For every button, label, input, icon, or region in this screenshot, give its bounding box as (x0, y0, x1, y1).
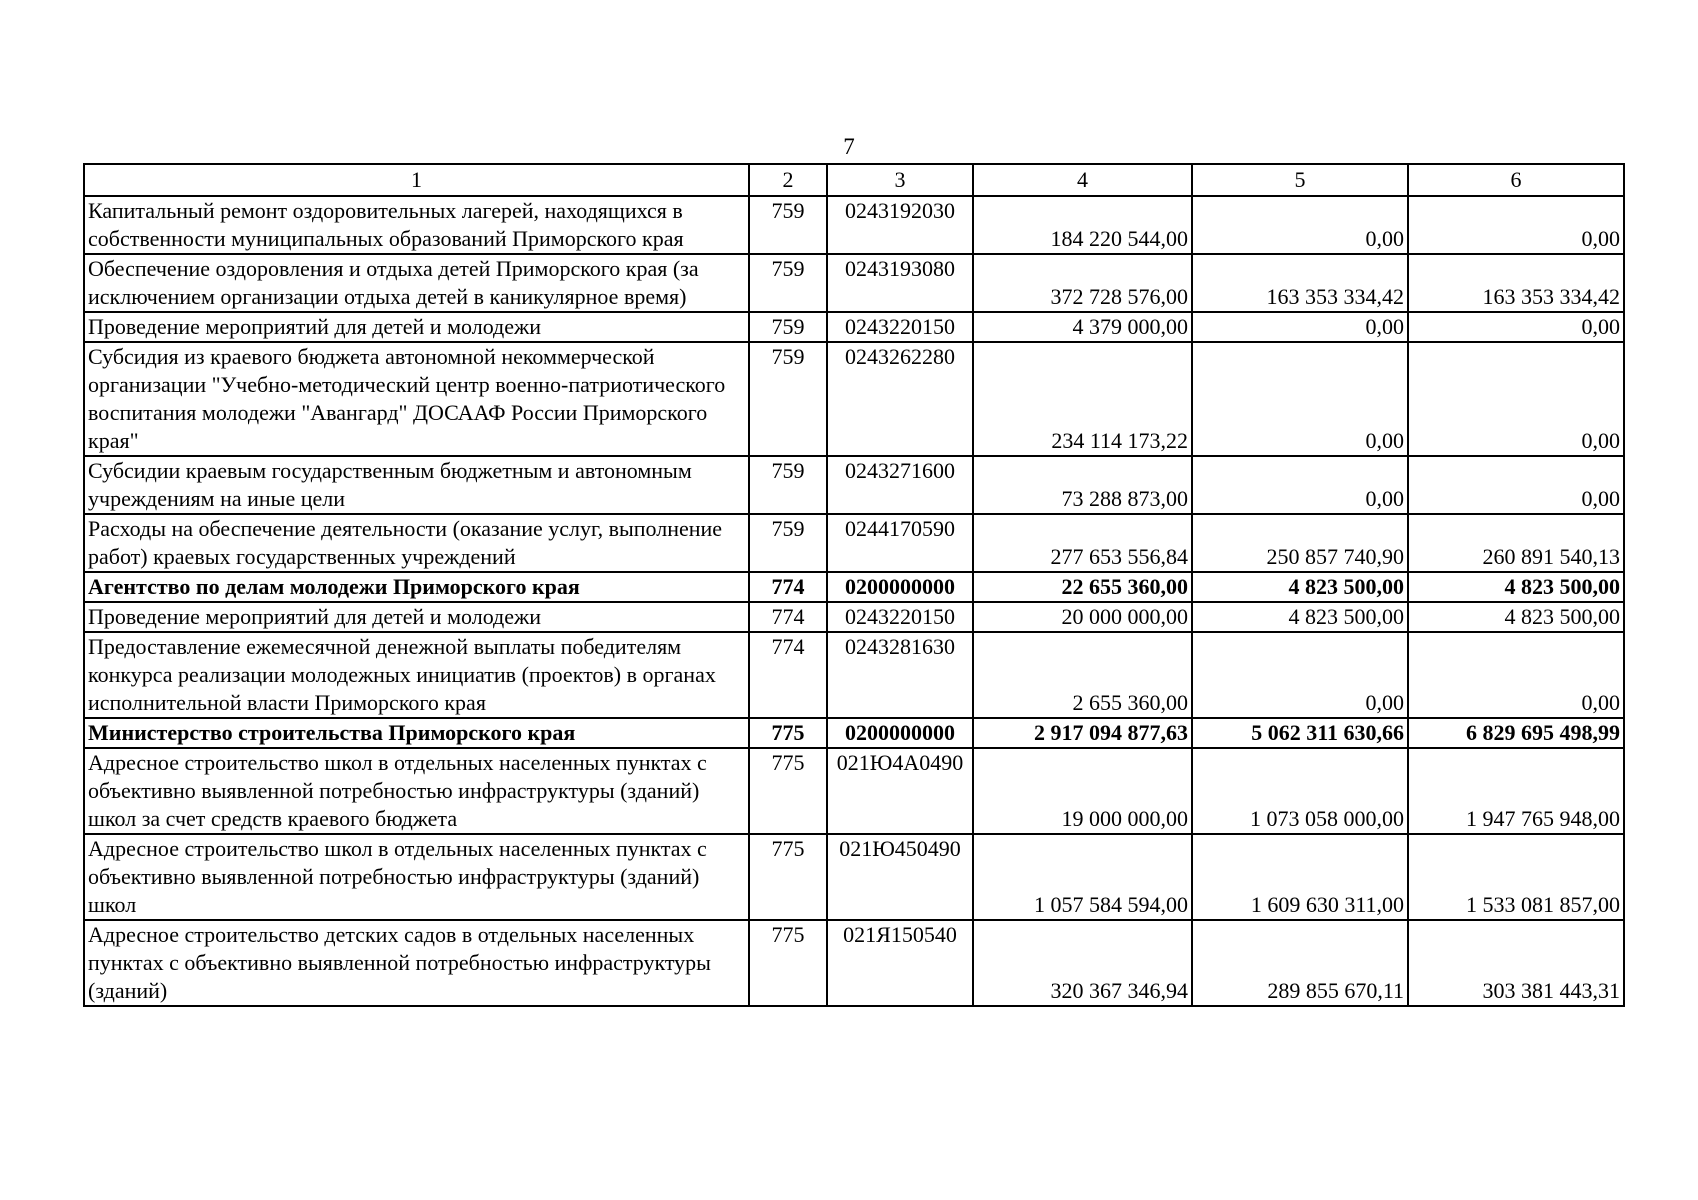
column-header: 6 (1408, 164, 1624, 196)
table-row (84, 456, 1624, 514)
amount-col6-cell: 4 823 500,00 (1408, 572, 1624, 602)
table-row (84, 254, 1624, 312)
target-article-cell: 0243220150 (827, 602, 973, 632)
target-article-cell: 0243271600 (827, 456, 973, 514)
amount-col4-cell: 19 000 000,00 (973, 748, 1192, 834)
column-header: 5 (1192, 164, 1408, 196)
row-name-cell: Министерство строительства Приморского края (84, 718, 749, 748)
amount-col6-cell: 260 891 540,13 (1408, 514, 1624, 572)
budget-table (83, 163, 1625, 1007)
target-article-cell: 0200000000 (827, 718, 973, 748)
table-row (84, 920, 1624, 1006)
row-name-cell: Субсидия из краевого бюджета автономной некоммерческой организации "Учебно-методический центр военно-патриотического воспитания молодежи "Авангард" ДОСААФ России Приморского края" (84, 342, 749, 456)
amount-col5-cell: 4 823 500,00 (1192, 602, 1408, 632)
ministry-code-cell: 759 (749, 456, 827, 514)
ministry-code-cell: 759 (749, 342, 827, 456)
target-article-cell: 0243262280 (827, 342, 973, 456)
row-name-cell: Адресное строительство школ в отдельных населенных пунктах с объективно выявленной потребностью инфраструктуры (зданий) школ за счет средств краевого бюджета (84, 748, 749, 834)
ministry-code-cell: 759 (749, 312, 827, 342)
target-article-cell: 0243193080 (827, 254, 973, 312)
ministry-code-cell: 774 (749, 572, 827, 602)
target-article-cell: 0244170590 (827, 514, 973, 572)
amount-col6-cell: 0,00 (1408, 456, 1624, 514)
table-row (84, 342, 1624, 456)
amount-col4-cell: 22 655 360,00 (973, 572, 1192, 602)
amount-col4-cell: 277 653 556,84 (973, 514, 1192, 572)
ministry-code-cell: 775 (749, 718, 827, 748)
ministry-code-cell: 759 (749, 196, 827, 254)
ministry-code-cell: 775 (749, 748, 827, 834)
ministry-code-cell: 775 (749, 834, 827, 920)
table-row (84, 748, 1624, 834)
target-article-cell: 0243192030 (827, 196, 973, 254)
column-header: 4 (973, 164, 1192, 196)
amount-col6-cell: 303 381 443,31 (1408, 920, 1624, 1006)
table-row (84, 632, 1624, 718)
ministry-code-cell: 759 (749, 514, 827, 572)
amount-col5-cell: 0,00 (1192, 312, 1408, 342)
row-name-cell: Адресное строительство школ в отдельных населенных пунктах с объективно выявленной потребностью инфраструктуры (зданий) школ (84, 834, 749, 920)
target-article-cell: 0243220150 (827, 312, 973, 342)
amount-col6-cell: 0,00 (1408, 312, 1624, 342)
amount-col6-cell: 0,00 (1408, 342, 1624, 456)
table-row (84, 196, 1624, 254)
table-row (84, 514, 1624, 572)
amount-col6-cell: 6 829 695 498,99 (1408, 718, 1624, 748)
amount-col6-cell: 1 533 081 857,00 (1408, 834, 1624, 920)
amount-col4-cell: 372 728 576,00 (973, 254, 1192, 312)
amount-col4-cell: 1 057 584 594,00 (973, 834, 1192, 920)
amount-col4-cell: 73 288 873,00 (973, 456, 1192, 514)
target-article-cell: 021Ю4А0490 (827, 748, 973, 834)
column-header: 1 (84, 164, 749, 196)
column-header: 2 (749, 164, 827, 196)
row-name-cell: Проведение мероприятий для детей и молодежи (84, 312, 749, 342)
amount-col5-cell: 250 857 740,90 (1192, 514, 1408, 572)
amount-col6-cell: 4 823 500,00 (1408, 602, 1624, 632)
amount-col4-cell: 4 379 000,00 (973, 312, 1192, 342)
target-article-cell: 0243281630 (827, 632, 973, 718)
amount-col6-cell: 1 947 765 948,00 (1408, 748, 1624, 834)
target-article-cell: 021Я150540 (827, 920, 973, 1006)
ministry-code-cell: 774 (749, 632, 827, 718)
column-number-header-row (84, 164, 1624, 196)
row-name-cell: Предоставление ежемесячной денежной выплаты победителям конкурса реализации молодежных инициатив (проектов) в органах исполнительной власти Приморского края (84, 632, 749, 718)
amount-col5-cell: 289 855 670,11 (1192, 920, 1408, 1006)
row-name-cell: Проведение мероприятий для детей и молодежи (84, 602, 749, 632)
table-row-total (84, 572, 1624, 602)
amount-col5-cell: 0,00 (1192, 632, 1408, 718)
ministry-code-cell: 775 (749, 920, 827, 1006)
amount-col5-cell: 0,00 (1192, 196, 1408, 254)
ministry-code-cell: 774 (749, 602, 827, 632)
target-article-cell: 0200000000 (827, 572, 973, 602)
table-row-total (84, 718, 1624, 748)
row-name-cell: Обеспечение оздоровления и отдыха детей Приморского края (за исключением организации отдыха детей в каникулярное время) (84, 254, 749, 312)
row-name-cell: Расходы на обеспечение деятельности (оказание услуг, выполнение работ) краевых государственных учреждений (84, 514, 749, 572)
amount-col5-cell: 163 353 334,42 (1192, 254, 1408, 312)
amount-col5-cell: 0,00 (1192, 456, 1408, 514)
row-name-cell: Капитальный ремонт оздоровительных лагерей, находящихся в собственности муниципальных образований Приморского края (84, 196, 749, 254)
amount-col5-cell: 1 609 630 311,00 (1192, 834, 1408, 920)
row-name-cell: Субсидии краевым государственным бюджетным и автономным учреждениям на иные цели (84, 456, 749, 514)
row-name-cell: Агентство по делам молодежи Приморского края (84, 572, 749, 602)
amount-col5-cell: 0,00 (1192, 342, 1408, 456)
amount-col6-cell: 163 353 334,42 (1408, 254, 1624, 312)
column-header: 3 (827, 164, 973, 196)
target-article-cell: 021Ю450490 (827, 834, 973, 920)
amount-col5-cell: 1 073 058 000,00 (1192, 748, 1408, 834)
amount-col6-cell: 0,00 (1408, 196, 1624, 254)
row-name-cell: Адресное строительство детских садов в отдельных населенных пунктах с объективно выявленной потребностью инфраструктуры (зданий) (84, 920, 749, 1006)
amount-col4-cell: 2 655 360,00 (973, 632, 1192, 718)
amount-col4-cell: 320 367 346,94 (973, 920, 1192, 1006)
table-row (84, 312, 1624, 342)
amount-col4-cell: 234 114 173,22 (973, 342, 1192, 456)
amount-col5-cell: 5 062 311 630,66 (1192, 718, 1408, 748)
table-row (84, 602, 1624, 632)
amount-col4-cell: 184 220 544,00 (973, 196, 1192, 254)
table-row (84, 834, 1624, 920)
amount-col4-cell: 2 917 094 877,63 (973, 718, 1192, 748)
amount-col5-cell: 4 823 500,00 (1192, 572, 1408, 602)
amount-col4-cell: 20 000 000,00 (973, 602, 1192, 632)
ministry-code-cell: 759 (749, 254, 827, 312)
page-number: 7 (843, 134, 855, 159)
amount-col6-cell: 0,00 (1408, 632, 1624, 718)
